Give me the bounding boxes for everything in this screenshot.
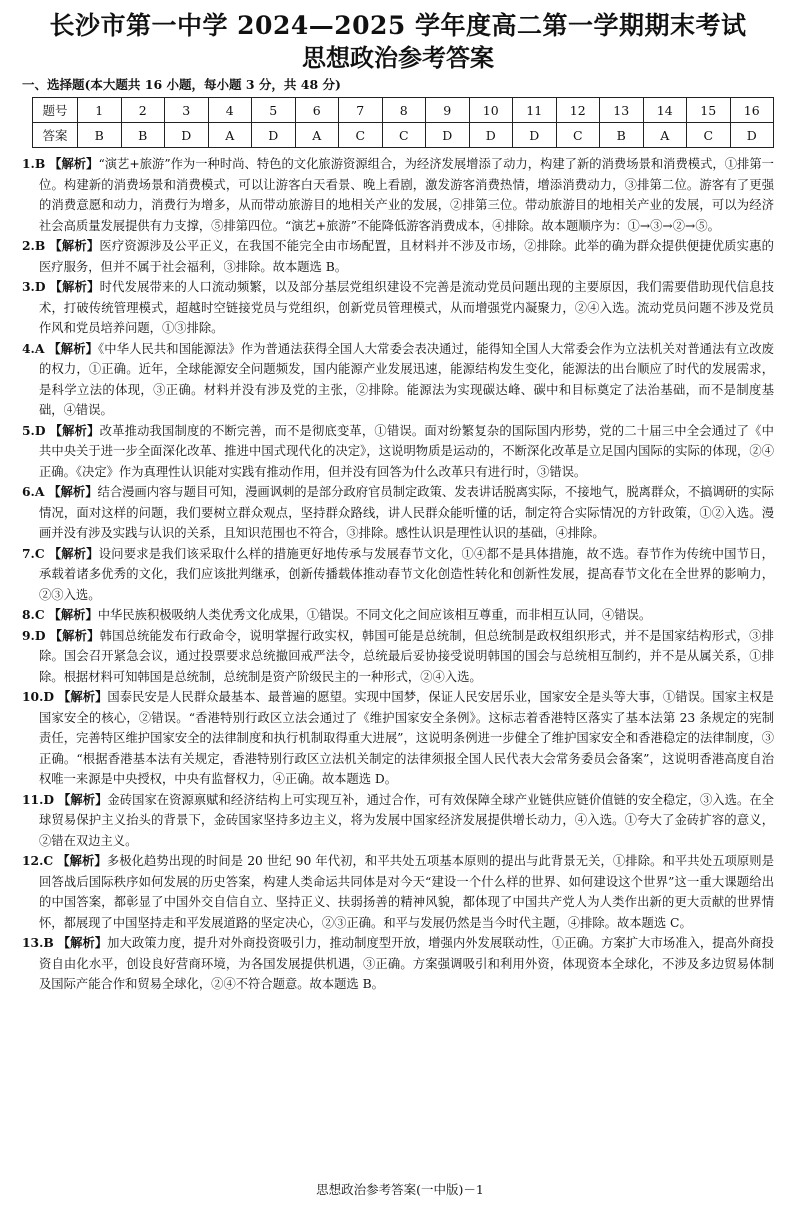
answer-table <box>32 97 774 148</box>
answer-cell: D <box>426 123 470 148</box>
item-text: 改革推动我国制度的不断完善，而不是彻底变革，①错误。面对纷繁复杂的国际国内形势，党的二十届三中全会通过了《中共中央关于进一步全面深化改革、推进中国式现代化的决定》，这说明物质是运动的，不断深化改革是立足国内国际的实际的体现，②④正确。《决定》作为真理性认识能对实践有推动作用，但并没有回答为什么改革只有进行时，③错误。 <box>39 423 774 479</box>
explanation-item <box>22 421 774 483</box>
analysis-tag: 【解析】 <box>48 545 99 561</box>
page-footer: 思想政治参考答案(一中版)－1 <box>316 1182 484 1197</box>
analysis-tag: 【解析】 <box>57 853 107 868</box>
answer-cell: A <box>643 123 687 148</box>
question-number: 14 <box>643 98 687 123</box>
question-number: 9 <box>426 98 470 123</box>
analysis-tag: 【解析】 <box>49 279 100 294</box>
question-number: 2 <box>121 98 165 123</box>
analysis-tag: 【解析】 <box>49 627 100 643</box>
answer-cell: C <box>556 123 600 148</box>
question-number: 12 <box>556 98 600 123</box>
answer-row <box>33 123 774 148</box>
explanation-item <box>22 687 774 790</box>
analysis-tag: 【解析】 <box>48 340 99 356</box>
item-text: 韩国总统能发布行政命令，说明掌握行政实权，韩国可能是总统制，但总统制是政权组织形式，并不是国家结构形式，③排除。国会召开紧急会议，通过投票要求总统撤回戒严法令，总统最后妥协接受说明韩国的国会与总统相互制约，并不是从属关系，①排除。根据材料可知韩国是总统制，总统制是资产阶级民主的一种形式，②④入选。 <box>39 628 774 684</box>
answer-cell: A <box>295 123 339 148</box>
answer-cell: D <box>730 123 774 148</box>
item-text: 设问要求是我们该采取什么样的措施更好地传承与发展春节文化，①④都不是具体措施，故不选。春节作为传统中国节日，承载着诸多优秀的文化，我们应该批判继承，创新传播载体推动春节文化创造性转化和创新性发展，提高春节文化在全世界的影响力，②③入选。 <box>39 546 774 602</box>
question-number: 1 <box>78 98 122 123</box>
answer-cell: D <box>165 123 209 148</box>
question-number: 15 <box>687 98 731 123</box>
exam-title: 长沙市第一中学 2024—2025 学年度高二第一学期期末考试 <box>49 11 747 40</box>
answer-cell: B <box>600 123 644 148</box>
item-text: 结合漫画内容与题目可知，漫画讽刺的是部分政府官员制定政策、发表讲话脱离实际，不接地气，脱离群众，不搞调研的实际情况，面对这样的问题，我们要树立群众观点，坚持群众路线，讲人民群众能听懂的话，制定符合实际情况的方针政策，①②入选。漫画并没有涉及实践与认识的关系，且知识范围也不符合，③排除。感性认识是理性认识的基础，④排除。 <box>39 485 774 540</box>
item-text: 医疗资源涉及公平正义，在我国不能完全由市场配置，且材料并不涉及市场，②排除。此举的确为群众提供便捷优质实惠的医疗服务，但并不属于社会福利，③排除。故本题选 B。 <box>39 239 774 274</box>
item-text: 《中华人民共和国能源法》作为普通法获得全国人大常委会表决通过，能得知全国人大常委会作为立法机关对普通法有立改废的权力，①正确。近年，全球能源安全问题频发，国内能源产业发展迅速，能源结构发生变化，能源法的出台顺应了时代的发展需求，是科学立法的体现，③正确。材料并没有涉及党的主张，②排除。能源法为实现碳达峰、碳中和目标奠定了法治基础，而不是制度基础，④错误。 <box>39 341 774 417</box>
explanation-item <box>22 277 774 339</box>
explanation-item <box>22 605 774 626</box>
item-number: 9.D <box>22 627 46 643</box>
question-number: 7 <box>339 98 383 123</box>
answer-cell: D <box>252 123 296 148</box>
item-number: 4.A <box>22 340 45 356</box>
answer-cell: C <box>382 123 426 148</box>
analysis-tag: 【解析】 <box>49 422 100 438</box>
explanation-item <box>22 154 774 236</box>
item-number: 3.D <box>22 279 46 294</box>
item-number: 1.B <box>22 156 46 171</box>
analysis-tag: 【解析】 <box>58 791 108 807</box>
question-number: 8 <box>382 98 426 123</box>
question-number: 4 <box>208 98 252 123</box>
explanation-item <box>22 482 774 544</box>
row-label-number: 题号 <box>33 98 78 123</box>
question-number: 10 <box>469 98 513 123</box>
analysis-tag: 【解析】 <box>48 484 98 499</box>
section-heading: 一、选择题(本大题共 16 小题，每小题 3 分，共 48 分) <box>22 77 341 92</box>
item-text: 多极化趋势出现的时间是 20 世纪 90 年代初，和平共处五项基本原则的提出与此背景无关，①排除。和平共处五项原则是回答战后国际秩序如何发展的历史答案，构建人类命运共同体是对今天“建设一个什么样的世界、如何建设这个世界”这一重大课题给出的中国答案，都彰显了中国外交自信自立、坚持正义、扶弱扬善的精神风貌，都体现了中国共产党人为人类作出新的更大贡献的世界情怀，都展现了中国坚持走和平发展道路的坚定决心，②③正确。和平与发展仍然是当今时代主题，④排除。故本题选 C。 <box>39 854 774 930</box>
explanation-item <box>22 851 774 933</box>
answer-key-title: 思想政治参考答案 <box>302 43 494 72</box>
question-number: 3 <box>165 98 209 123</box>
explanation-item <box>22 626 774 688</box>
explanation-item <box>22 236 774 277</box>
answer-cell: A <box>208 123 252 148</box>
question-number: 6 <box>295 98 339 123</box>
item-number: 12.C <box>22 853 54 868</box>
answer-cell: D <box>469 123 513 148</box>
answer-cell: B <box>121 123 165 148</box>
explanation-item <box>22 933 774 995</box>
answer-cell: C <box>339 123 383 148</box>
explanation-item <box>22 339 774 421</box>
item-number: 6.A <box>22 484 45 499</box>
answer-cell: D <box>513 123 557 148</box>
item-text: 金砖国家在资源禀赋和经济结构上可实现互补，通过合作，可有效保障全球产业链供应链价值链的安全稳定，③入选。在全球贸易保护主义抬头的背景下，金砖国家坚持多边主义，将为发展中国家经济发展提供增长动力，④入选。①夸大了金砖扩容的意义，②错在双边主义。 <box>39 792 774 848</box>
item-number: 5.D <box>22 422 46 438</box>
analysis-tag: 【解析】 <box>48 607 98 622</box>
answer-cell: B <box>78 123 122 148</box>
item-number: 8.C <box>22 607 45 622</box>
analysis-tag: 【解析】 <box>57 935 108 950</box>
explanation-item <box>22 790 774 852</box>
analysis-tag: 【解析】 <box>49 238 100 253</box>
item-number: 13.B <box>22 935 54 950</box>
item-number: 7.C <box>22 545 45 561</box>
row-label-answer: 答案 <box>33 123 78 148</box>
analysis-tag: 【解析】 <box>58 689 108 704</box>
question-number: 5 <box>252 98 296 123</box>
question-number-row <box>33 98 774 123</box>
item-text: 中华民族积极吸纳人类优秀文化成果，①错误。不同文化之间应该相互尊重，而非相互认同，④错误。 <box>97 608 652 622</box>
explanation-item <box>22 544 774 606</box>
question-number: 16 <box>730 98 774 123</box>
item-number: 10.D <box>22 689 55 704</box>
answer-cell: C <box>687 123 731 148</box>
question-number: 11 <box>513 98 557 123</box>
item-text: 国泰民安是人民群众最基本、最普遍的愿望。实现中国梦，保证人民安居乐业，国家安全是头等大事，①错误。国家主权是国家安全的核心，②错误。“香港特别行政区立法会通过了《维护国家安全条例》。这标志着香港特区落实了基本法第 23 条规定的宪制责任，完善特区维护国家安全的法律制度和执行机制取得重大进展”，这说明条例进一步健全了维护国家安全和香港稳定的法律制度，③正确。“根据香港基本法有关规定，香港特别行政区立法机关制定的法律须报全国人民代表大会常务委员会备案”，这说明香港高度自治权唯一来源是中央授权，中央有监督权力，④正确。故本题选 D。 <box>39 690 774 786</box>
item-text: “演艺+旅游”作为一种时尚、特色的文化旅游资源组合，为经济发展增添了动力，构建了新的消费场景和消费模式，①排第一位。构建新的消费场景和消费模式，可以让游客白天看景、晚上看剧，激发游客消费热情，增添消费动力，③排第二位。游客有了更强的消费意愿和动力，消费行为增多，从而带动旅游目的地相关产业的发展，②排第三位。带动旅游目的地相关产业的发展，可以为经济社会高质量发展提供有力支撑，⑤排第四位。“演艺+旅游”不能降低游客消费成本，④排除。故本题顺序为：①→③→②→⑤。 <box>39 157 774 233</box>
analysis-tag: 【解析】 <box>49 156 99 171</box>
item-number: 11.D <box>22 791 55 807</box>
item-number: 2.B <box>22 238 46 253</box>
question-number: 13 <box>600 98 644 123</box>
item-text: 时代发展带来的人口流动频繁，以及部分基层党组织建设不完善是流动党员问题出现的主要原因，我们需要借助现代信息技术，打破传统管理模式，超越时空链接党员与党组织，创新党员管理模式，从而增强党内凝聚力，②④入选。流动党员问题不涉及党员作风和党员培养问题，①③排除。 <box>39 280 774 335</box>
item-text: 加大政策力度，提升对外商投资吸引力，推动制度型开放，增强内外发展联动性，①正确。方案扩大市场准入，提高外商投资自由化水平，创设良好营商环境，为各国发展提供机遇，③正确。方案强调吸引和利用外资，体现资本全球化，不涉及多边贸易体制及国际产能合作和贸易全球化，②④不符合题意。故本题选 B。 <box>39 936 774 991</box>
